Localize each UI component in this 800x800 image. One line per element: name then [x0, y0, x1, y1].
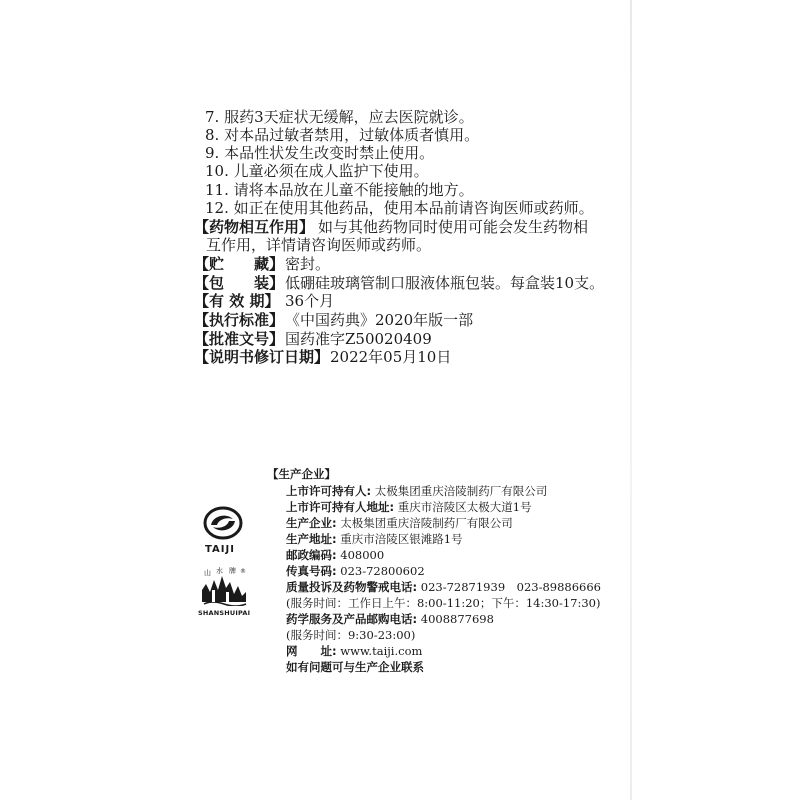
- package-label: 【包 装】: [194, 274, 285, 292]
- shanshui-brand-char-3: 牌: [229, 567, 236, 575]
- interaction-label: 【药物相互作用】: [194, 218, 315, 236]
- taiji-logo: [203, 503, 243, 543]
- postcode-value: 408000: [340, 548, 385, 562]
- pharmacy-value: 4008877698: [420, 612, 494, 626]
- company-row: [286, 516, 513, 531]
- holder-label: 上市许可持有人:: [286, 484, 372, 498]
- fax-label: 传真号码:: [286, 564, 337, 578]
- standard-value: 《中国药典》2020年版一部: [285, 311, 474, 329]
- taiji-caption: TAIJI: [205, 544, 235, 555]
- scan-edge: [630, 0, 632, 800]
- complaint-value: 023-72871939 023-89886666: [420, 580, 602, 594]
- precaution-12: 12. 如正在使用其他药品，使用本品前请咨询医师或药师。: [205, 199, 594, 217]
- shanshui-brand-char-1: 山: [204, 569, 211, 577]
- holder-row: [286, 484, 547, 499]
- pharmacy-hours: (服务时间：9:30-23:00): [286, 628, 416, 642]
- holder-address-label: 上市许可持有人地址:: [286, 500, 395, 514]
- complaint-row: [286, 580, 601, 595]
- website-label: 网 址:: [286, 644, 337, 658]
- fax-row: [286, 564, 425, 579]
- shanshui-brand-char-2: 水: [216, 567, 223, 575]
- precaution-7: 7. 服药3天症状无缓解，应去医院就诊。: [205, 108, 474, 126]
- manufacturer-heading: 【生产企业】: [267, 467, 336, 481]
- interaction-text-2: 互作用，详情请咨询医师或药师。: [206, 236, 432, 254]
- holder-value: 太极集团重庆涪陵制药厂有限公司: [374, 484, 548, 498]
- shanshui-brand-char-4: ®: [240, 568, 246, 575]
- validity-value: 36个月: [285, 292, 335, 310]
- pharmacy-label: 药学服务及产品邮购电话:: [286, 612, 418, 626]
- postcode-row: [286, 548, 384, 563]
- standard-label: 【执行标准】: [194, 311, 285, 329]
- revision-label: 【说明书修订日期】: [194, 348, 330, 366]
- storage-value: 密封。: [285, 255, 331, 273]
- contact-note: 如有问题可与生产企业联系: [286, 660, 424, 674]
- revision-value: 2022年05月10日: [330, 348, 452, 366]
- precaution-11: 11. 请将本品放在儿童不能接触的地方。: [205, 181, 474, 199]
- precaution-9: 9. 本品性状发生改变时禁止使用。: [205, 144, 435, 162]
- pharmacy-row: [286, 612, 494, 627]
- address-row: [286, 532, 463, 547]
- company-value: 太极集团重庆涪陵制药厂有限公司: [340, 516, 513, 530]
- website-row: [286, 644, 422, 659]
- complaint-label: 质量投诉及药物警戒电话:: [286, 580, 418, 594]
- precaution-8: 8. 对本品过敏者禁用，过敏体质者慎用。: [205, 126, 480, 144]
- precaution-10: 10. 儿童必须在成人监护下使用。: [205, 162, 429, 180]
- package-value: 低硼硅玻璃管制口服液体瓶包装。每盒装10支。: [285, 274, 605, 292]
- approval-label: 【批准文号】: [194, 330, 285, 348]
- complaint-hours: (服务时间：工作日上午：8:00-11:20；下午：14:30-17:30): [286, 596, 601, 610]
- holder-address-value: 重庆市涪陵区太极大道1号: [397, 500, 532, 514]
- shanshui-caption: SHANSHUIPAI: [198, 609, 251, 617]
- postcode-label: 邮政编码:: [286, 548, 337, 562]
- interaction-text-1: 如与其他药物同时使用可能会发生药物相: [318, 218, 589, 236]
- address-value: 重庆市涪陵区银滩路1号: [340, 532, 463, 546]
- fax-value: 023-72800602: [340, 564, 425, 578]
- address-label: 生产地址:: [286, 532, 337, 546]
- holder-address-row: [286, 500, 532, 515]
- company-label: 生产企业:: [286, 516, 337, 530]
- website-value[interactable]: www.taiji.com: [340, 644, 423, 658]
- validity-label: 【有 效 期】: [194, 292, 280, 310]
- storage-label: 【贮 藏】: [194, 255, 285, 273]
- approval-value: 国药准字Z50020409: [285, 330, 432, 348]
- taiji-swirl-icon: [203, 503, 243, 543]
